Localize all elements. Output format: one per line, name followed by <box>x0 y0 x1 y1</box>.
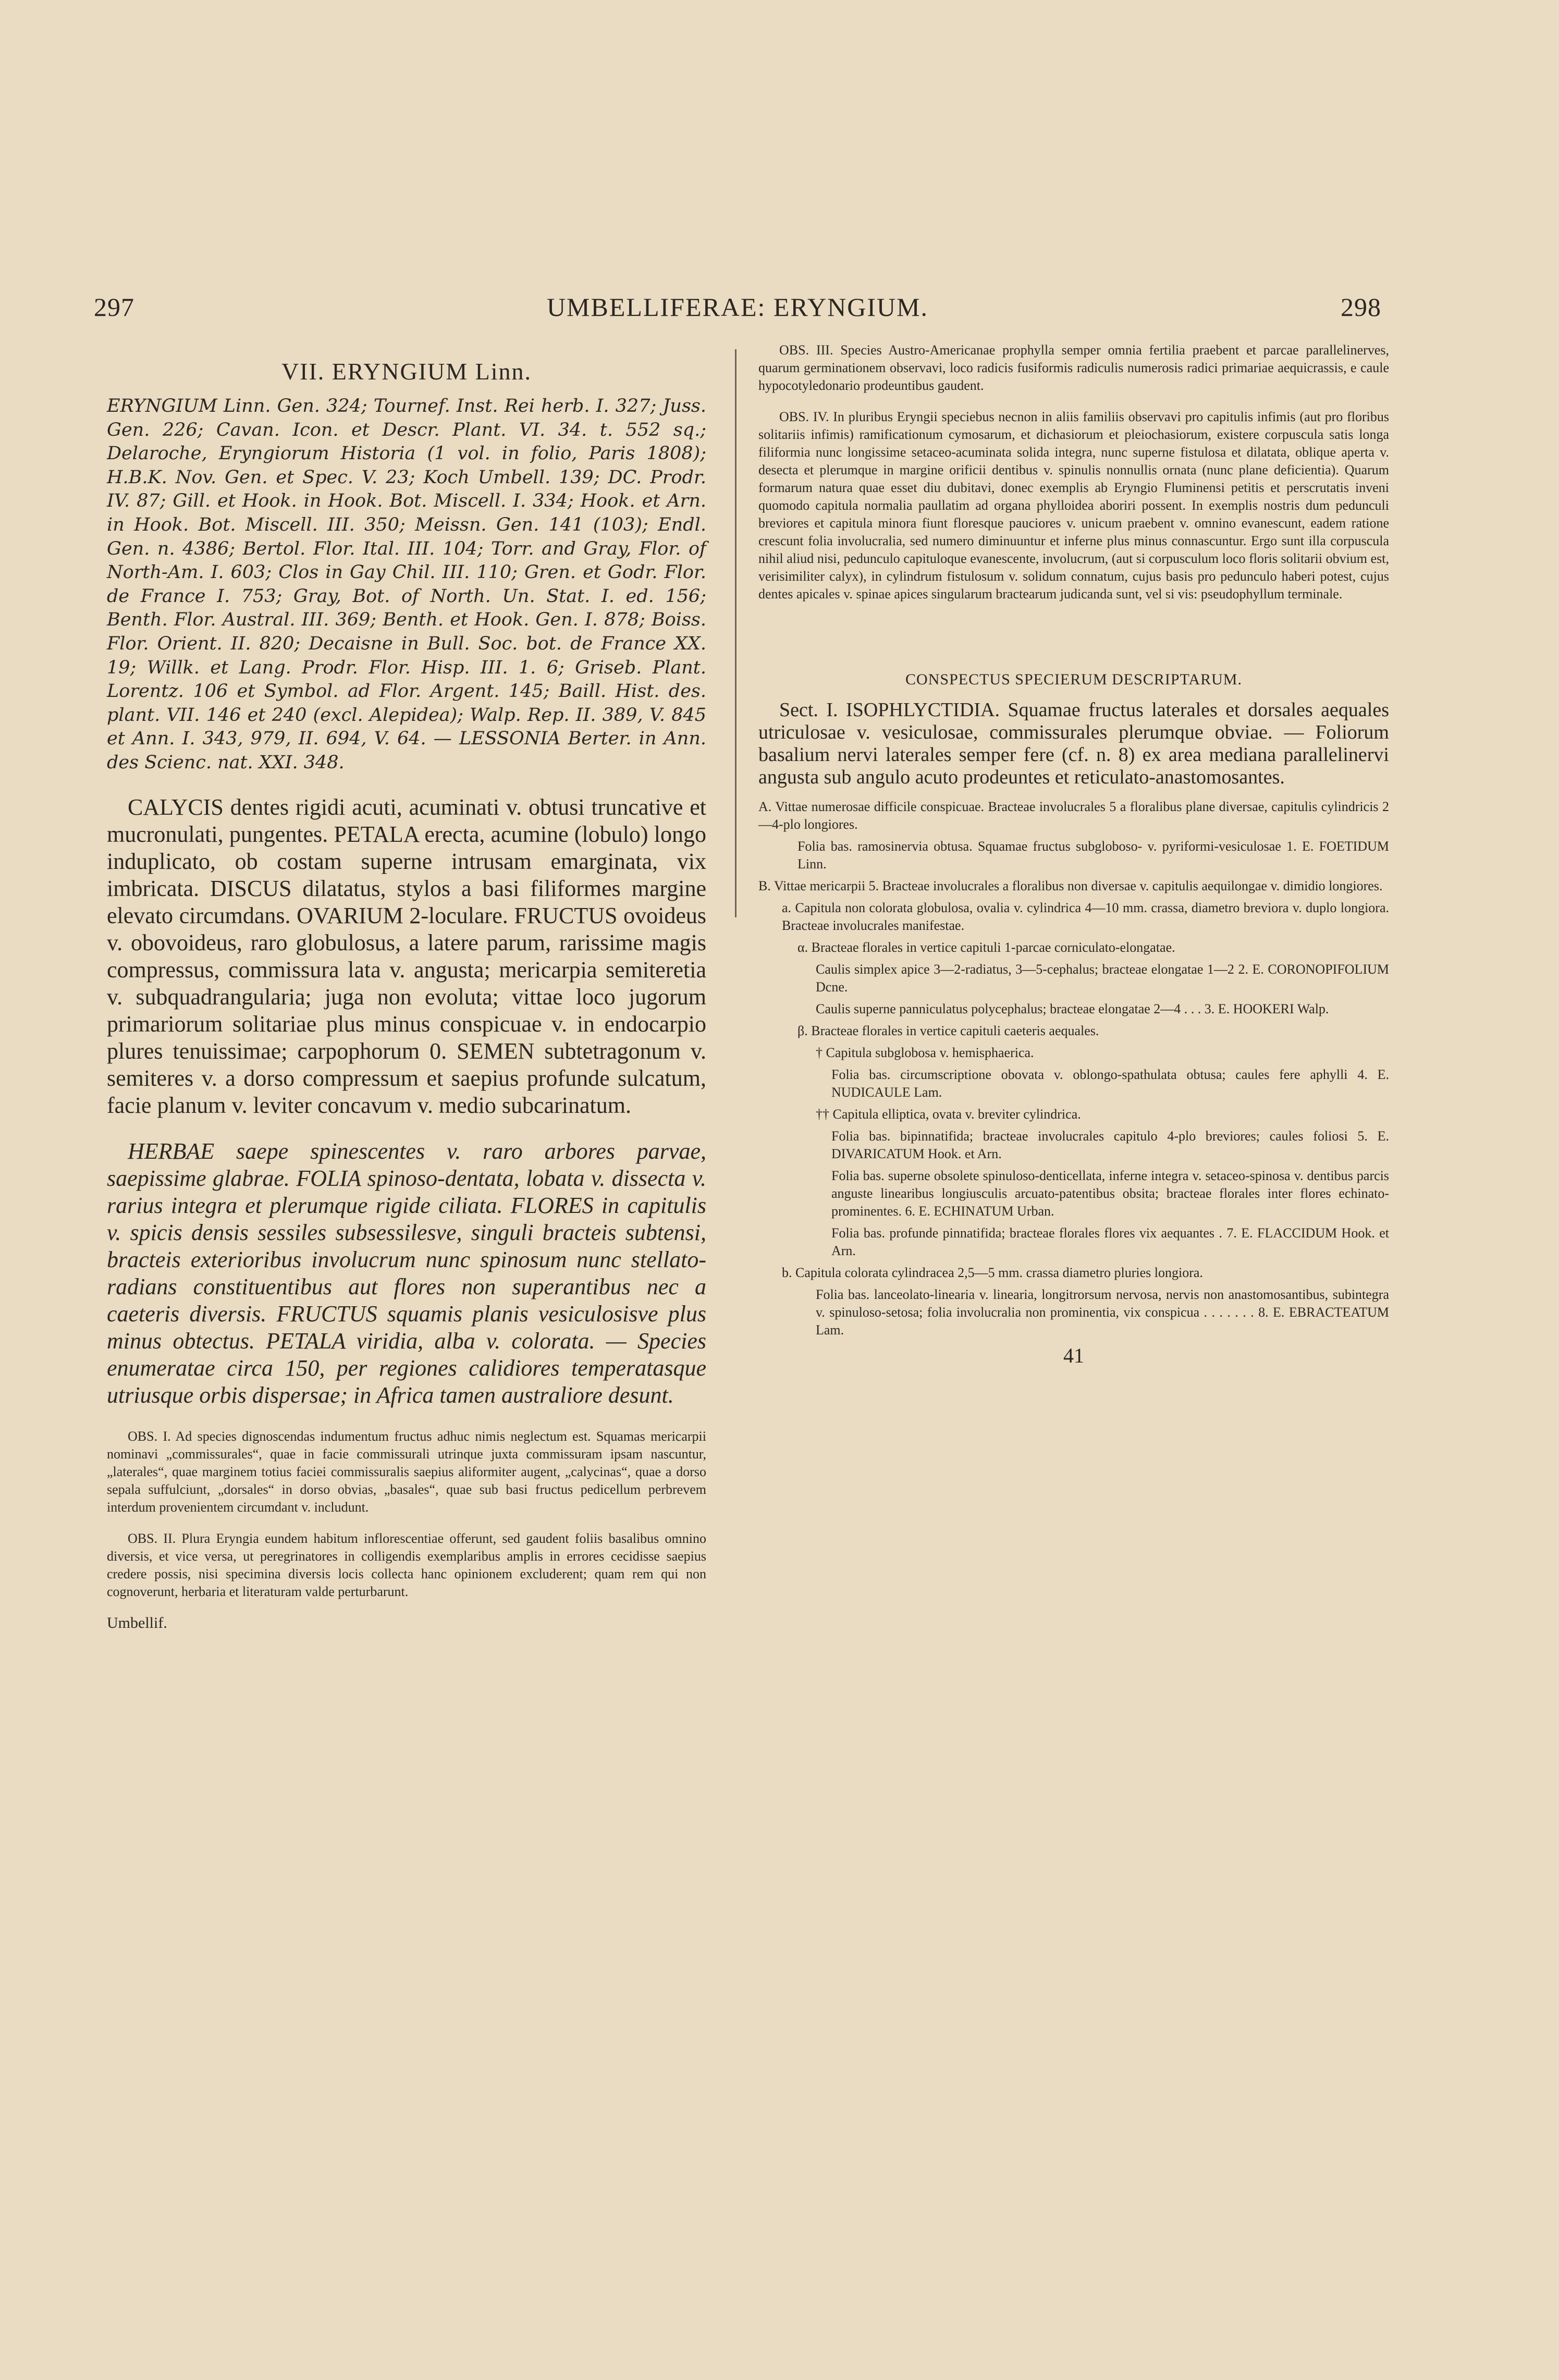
genus-description: CALYCIS dentes rigidi acuti, acuminati v. obtusi truncative et mucronulati, pungentes. PETALA erecta, acumine (lobulo) longo induplicato, ob costam superne intrusam emarginata, vix imbricata. DISCUS dilatatus, stylos a basi filiformes margine elevato circumdans. OVARIUM 2-loculare. FRUCTUS ovoideus v. obovoideus, raro globulosus, a latere parum, rarissime magis compressus, commissura lata v. angusta; mericarpia semiteretia v. subquadrangularia; juga non evoluta; vittae loco jugorum primariorum solitariae plus minus conspicuae v. in endocarpio plures tenuissimae; carpophorum 0. SEMEN subtetragonum v. semiteres v. a dorso compressum et saepius profunde sulcatum, facie planum v. leviter concavum v. medio subcarinatum. <box>107 794 706 1118</box>
observation-1: OBS. I. Ad species dignoscendas indumentum fructus adhuc nimis neglectum est. Squamas mericarpii nominavi „commissurales“, quae in facie commissurali utrinque juxta commissuram ipsam nascuntur, „laterales“, quae marginem totius faciei commissuralis saepius aliformiter augent, „calycinas“, quae a dorso sepala suffulciunt, „dorsales“ in dorso obvias, „basales“, quae sub basi fructus pedicellum perbrevem interdum provenientem circumdant v. includunt. <box>107 1428 706 1515</box>
key-entry: Folia bas. lanceolato-linearia v. linearia, longitrorsum nervosa, nervis non anastomosantibus, subintegra v. spinuloso-setosa; folia involucralia non prominentia, vix conspicua . . . . . . . 8. E. EBRACTEATUM Lam. <box>816 1287 1389 1338</box>
key-entry: Folia bas. bipinnatifida; bracteae involucrales capitulo 4-plo breviores; caules foliosi 5. E. DIVARICATUM Hook. et Arn. <box>831 1128 1389 1161</box>
running-title: UMBELLIFERAE: ERYNGIUM. <box>546 292 929 322</box>
key-entry: Folia bas. superne obsolete spinuloso-denticellata, inferne integra v. setaceo-spinosa v. dentibus parcis anguste linearibus longiusculis arcuato-patentibus obsita; bracteae florales inter flores echinato-prominentes. 6. E. ECHINATUM Urban. <box>831 1168 1389 1219</box>
key-entry: Caulis superne panniculatus polycephalus; bracteae elongatae 2—4 . . . 3. E. HOOKERI Walp. <box>816 1001 1329 1016</box>
key-entry: † Capitula subglobosa v. hemisphaerica. <box>816 1045 1034 1060</box>
key-entry: †† Capitula elliptica, ovata v. breviter cylindrica. <box>816 1107 1081 1122</box>
section-1-heading: Sect. I. ISOPHLYCTIDIA. Squamae fructus laterales et dorsales aequales utriculosae v. vesiculosae, commissurales plerumque obviae. — Foliorum basalium nervi laterales semper fere (cf. n. 8) ex area mediana parallelinervi angusta sub angulo acuto prodeuntes et reticulato-anastomosantes. <box>758 699 1389 788</box>
signature-number: 41 <box>1063 1344 1084 1367</box>
key-entry: A. Vittae numerosae difficile conspicuae. Bracteae involucrales 5 a floralibus plane diversae, capitulis cylindricis 2—4-plo longiores. <box>758 799 1389 832</box>
column-divider <box>735 349 736 917</box>
page-number-right: 298 <box>1341 292 1381 322</box>
key-entry: Caulis simplex apice 3—2-radiatus, 3—5-cephalus; bracteae elongatae 1—2 2. E. CORONOPIFOLIUM Dcne. <box>816 962 1389 995</box>
key-entry: B. Vittae mericarpii 5. Bracteae involucrales a floralibus non diversae v. capitulis aequilongae v. dimidio longiores. <box>758 878 1383 893</box>
key-entry: Folia bas. circumscriptione obovata v. oblongo-spathulata obtusa; caules fere aphylli 4. E. NUDICAULE Lam. <box>831 1067 1389 1100</box>
genus-references: ERYNGIUM Linn. Gen. 324; Tournef. Inst. Rei herb. I. 327; Juss. Gen. 226; Cavan. Icon. et Descr. Plant. VI. 34. t. 552 sq.; Delaroche, Eryngiorum Historia (1 vol. in folio, Paris 1808); H.B.K. Nov. Gen. et Spec. V. 23; Koch Umbell. 139; DC. Prodr. IV. 87; Gill. et Hook. in Hook. Bot. Miscell. I. 334; Hook. et Arn. in Hook. Bot. Miscell. III. 350; Meissn. Gen. 141 (103); Endl. Gen. n. 4386; Bertol. Flor. Ital. III. 104; Torr. and Gray, Flor. of North-Am. I. 603; Clos in Gay Chil. III. 110; Gren. et Godr. Flor. de France I. 753; Gray, Bot. of North. Un. Stat. I. ed. 156; Benth. Flor. Austral. III. 369; Benth. et Hook. Gen. I. 878; Boiss. Flor. Orient. II. 820; Decaisne in Bull. Soc. bot. de France XX. 19; Willk. et Lang. Prodr. Flor. Hisp. III. 1. 6; Griseb. Plant. Lorentz. 106 et Symbol. ad Flor. Argent. 145; Baill. Hist. des. plant. VII. 146 et 240 (excl. Alepidea); Walp. Rep. II. 389, V. 845 et Ann. I. 343, 979, II. 694, V. 64. — LESSONIA Berter. in Ann. des Scienc. nat. XXI. 348. <box>107 396 706 773</box>
left-column <box>107 339 706 1632</box>
observation-4: OBS. IV. In pluribus Eryngii speciebus necnon in aliis familiis observavi pro capitulis infimis (aut pro floribus solitariis infimis) ramificationum cymosarum, et dichasiorum et pleiochasiorum, existere corpuscula satis longa filiformia nunc longissime setaceo-acuminata solida integra, nunc superne fistulosa et dilatata, oblique aperta v. desecta et plerumque in margine orificii dentibus v. spinulis nonnullis ornata (nunc plane deficientia). Quarum formarum natura quae esset diu dubitavi, donec exemplis ab Eryngio Fluminensi petitis et perscrutatis inveni quomodo capitula normalia paullatim ad organa phylloidea aboriri possent. In exemplis nostris dum pedunculi breviores et capitula minora fiunt floresque pauciores v. unicum praebent v. omnino evanescunt, eadem ratione crescunt folia involucralia, sed numero diminuuntur et inferne plus minus connascuntur. Ergo sunt illa corpuscula nihil aliud nisi, pedunculo capituloque evanescente, involucrum, (aut si corpusculum loco floris solitarii obvium est, verisimiliter calyx), in cylindrum fistulosum v. solidum connatum, cujus basis pro pedunculo haberi potest, cujus dentes apicales v. spinae apices singularum bractearum judicanda sunt, vel si vis: pseudophyllum terminale. <box>758 409 1389 602</box>
running-header <box>94 292 1381 334</box>
key-entry: α. Bracteae florales in vertice capituli 1-parcae corniculato-elongatae. <box>797 940 1175 955</box>
right-column <box>758 341 1389 1368</box>
key-entry: a. Capitula non colorata globulosa, ovalia v. cylindrica 4—10 mm. crassa, diametro breviora v. duplo longiora. Bracteae involucrales manifestae. <box>782 900 1389 933</box>
conspectus-title: CONSPECTUS SPECIERUM DESCRIPTARUM. <box>905 671 1242 688</box>
key-entry: Folia bas. ramosinervia obtusa. Squamae fructus subgloboso- v. pyriformi-vesiculosae 1. E. FOETIDUM Linn. <box>797 839 1389 872</box>
key-entry: b. Capitula colorata cylindracea 2,5—5 mm. crassa diametro pluries longiora. <box>782 1265 1203 1280</box>
key-entry: β. Bracteae florales in vertice capituli caeteris aequales. <box>797 1023 1099 1038</box>
observation-3: OBS. III. Species Austro-Americanae prophylla semper omnia fertilia praebent et parcae parallelinerves, quarum germinationem observavi, loco radicis fusiformis radiculis numerosis radici primariae aequicrassis, e caule hypocotyledonario prodeuntibus gaudent. <box>758 342 1389 393</box>
genus-habit: HERBAE saepe spinescentes v. raro arbores parvae, saepissime glabrae. FOLIA spinoso-dentata, lobata v. dissecta v. rarius integra et plerumque rigide ciliata. FLORES in capitulis v. spicis densis sessiles subsessilesve, singuli bracteis subtensi, bracteis exterioribus involucrum nunc spinosum nunc stellato-radians constituentibus aut flores non superantibus nec a caeteris diversis. FRUCTUS squamis planis vesiculosisve plus minus obtectus. PETALA viridia, alba v. colorata. — Species enumeratae circa 150, per regiones calidiores temperatasque utriusque orbis dispersae; in Africa tamen australiore desunt. <box>107 1138 706 1408</box>
key-entry: Folia bas. profunde pinnatifida; bracteae florales flores vix aequantes . 7. E. FLACCIDUM Hook. et Arn. <box>831 1225 1389 1258</box>
genus-title: VII. ERYNGIUM Linn. <box>281 358 532 385</box>
observation-2: OBS. II. Plura Eryngia eundem habitum inflorescentiae offerunt, sed gaudent foliis basalibus omnino diversis, et vice versa, ut peregrinatores in colligendis exemplaribus amplis in errores cecidisse saepius credere possis, nisi specimina diversis locis collecta hanc opinionem excluderent; quam rem qui non cognoverunt, herbaria et literaturam valde perturbarunt. <box>107 1530 706 1599</box>
signature-mark: Umbellif. <box>107 1614 167 1631</box>
page-number-left: 297 <box>94 292 134 322</box>
